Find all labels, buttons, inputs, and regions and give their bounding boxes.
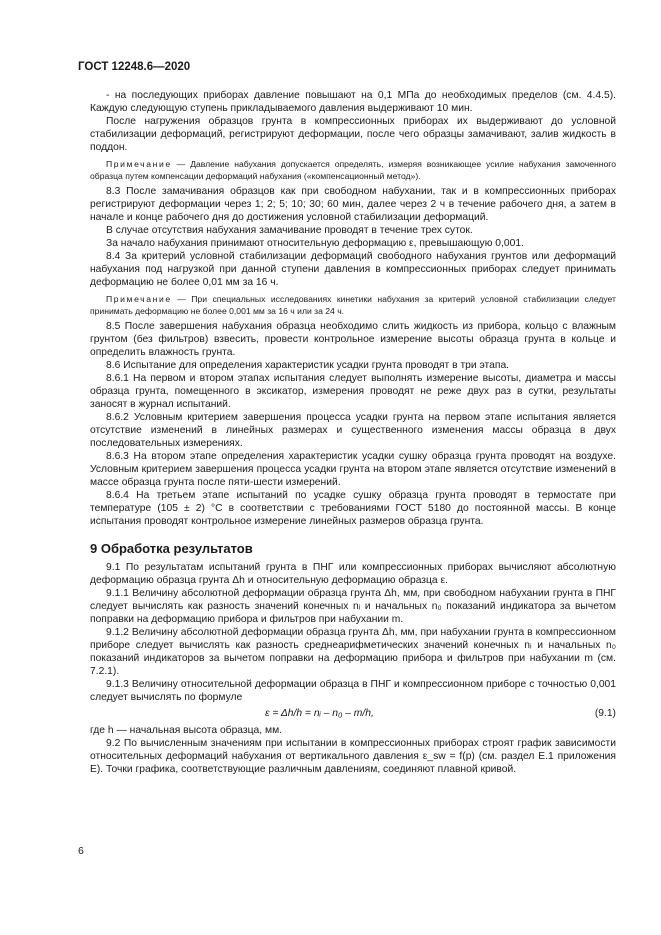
paragraph-9-1-2: 9.1.2 Величину абсолютной деформации образца грунта Δh, мм, при набухании грунта в компрессионном приборе следует вычислять как разность среднеарифметических значений конечных nᵢ и начальных n₀ показаний индикаторов за вычетом поправки на деформацию прибора и фильтров при набухании m (см. 7.2.1). (90, 627, 616, 677)
note-label: Примечание (106, 294, 172, 304)
note (90, 158, 616, 182)
page-body (90, 89, 616, 776)
formula-expression: ε = Δh/h = nᵢ – n₀ – m/h, (265, 708, 374, 719)
paragraph-9-2: 9.2 По вычисленным значениям при испытании в компрессионных приборах строят график зависимости относительных деформаций набухания от вертикального давления ε_sw = f(p) (см. раздел Е.1 приложения Е). Точки графика, соответствующие различным давлениям, соединяют плавной кривой. (90, 738, 616, 775)
paragraph-8-6-1: 8.6.1 На первом и втором этапах испытания следует выполнять измерение высоты, диаметра и массы образца грунта, помещенного в эксикатор, измерения проводят не реже двух раз в сутки, результаты заносят в журнал испытаний. (90, 373, 616, 410)
paragraph-8-5: 8.5 После завершения набухания образца необходимо слить жидкость из прибора, кольцо с влажным грунтом (без фильтров) взвесить, провести контрольное измерение высоты образца грунта в кольце и определить влажность грунта. (90, 321, 616, 358)
paragraph: - на последующих приборах давление повышают на 0,1 МПа до необходимых пределов (см. 4.4.5). Каждую следующую ступень прикладываемого давления выдерживают 10 мин. (90, 90, 616, 114)
note-label: Примечание (106, 159, 172, 169)
note-text: — Давление набухания допускается определять, измеряя возникающее усилие набухания замоченного образца путем компенсации деформаций набухания («компенсационный метод»). (90, 159, 616, 181)
paragraph-9-1: 9.1 По результатам испытаний грунта в ПНГ или компрессионных приборах вычисляют абсолютную деформацию образца грунта Δh и относительную деформацию образца ε. (90, 562, 616, 586)
paragraph-8-6-4: 8.6.4 На третьем этапе испытаний по усадке сушку образца грунта проводят в термостате при температуре (105 ± 2) °С в соответствии с требованиями ГОСТ 5180 до постоянной массы. В конце испытания проводят контрольное измерение линейных размеров образца грунта. (90, 490, 616, 527)
paragraph-9-1-3: 9.1.3 Величину относительной деформации образца в ПНГ и компрессионном приборе с точностью 0,001 следует вычислять по формуле (90, 679, 616, 703)
paragraph: В случае отсутствия набухания замачивание проводят в течение трех суток. (106, 225, 473, 236)
paragraph-8-3: 8.3 После замачивания образцов как при свободном набухании, так и в компрессионных приборах регистрируют деформации через 1; 2; 5; 10; 30; 60 мин, далее через 2 ч в течение рабочего дня, а затем в начале и конце рабочего дня до достижения условной стабилизации деформаций. (90, 186, 616, 223)
paragraph: За начало набухания принимают относительную деформацию ε, превышающую 0,001. (106, 238, 524, 249)
formula (90, 704, 616, 724)
paragraph: После нагружения образцов грунта в компрессионных приборах их выдерживают до условной стабилизации деформаций, регистрируют деформации, после чего образцы замачивают, залив жидкость в поддон. (90, 116, 616, 153)
paragraph-8-6-3: 8.6.3 На втором этапе определения характеристик усадки сушку образца грунта проводят на воздухе. Условным критерием завершения процесса усадки грунта на втором этапе является отсутствие изменений в массе образца грунта после пяти-шести измерений. (90, 451, 616, 488)
paragraph-8-6: 8.6 Испытание для определения характеристик усадки грунта проводят в три этапа. (106, 360, 510, 371)
note-text: — При специальных исследованиях кинетики набухания за критерий условной стабилизации следует принимать деформацию не более 0,001 мм за 16 ч или за 24 ч. (90, 294, 616, 316)
section-title: 9 Обработка результатов (90, 541, 253, 556)
page-number: 6 (78, 845, 84, 857)
paragraph-9-1-1: 9.1.1 Величину абсолютной деформации образца грунта Δh, мм, при свободном набухании грунта в ПНГ следует вычислять как разность значений конечных nᵢ и начальных n₀ показаний индикатора за вычетом поправки на деформацию прибора и фильтров при набухании m. (90, 588, 616, 625)
paragraph-8-6-2: 8.6.2 Условным критерием завершения процесса усадки грунта на первом этапе испытания является отсутствие изменений в линейных размерах и существенного изменения массы образца в двух последовательных измерениях. (90, 412, 616, 449)
note (90, 293, 616, 317)
formula-number: (9.1) (594, 708, 616, 719)
formula-where: где h — начальная высота образца, мм. (90, 725, 283, 736)
paragraph-8-4: 8.4 За критерий условной стабилизации деформаций свободного набухания грунтов или деформаций набухания под нагрузкой при данной ступени давления в компрессионных приборах следует принимать деформацию не более 0,01 мм за 16 ч. (90, 251, 616, 288)
document-header: ГОСТ 12248.6—2020 (78, 61, 191, 73)
